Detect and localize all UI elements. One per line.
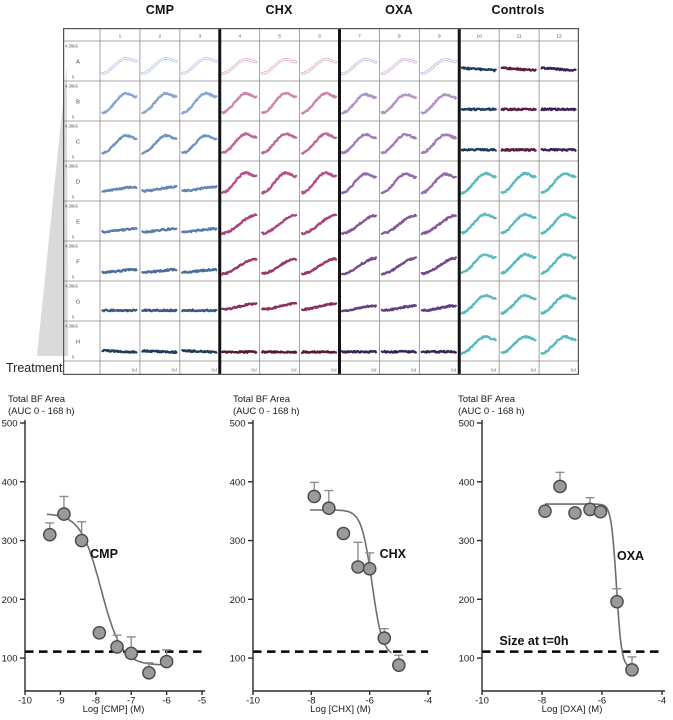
well-trace (142, 269, 176, 273)
svg-text:0: 0 (72, 74, 75, 80)
svg-text:6d: 6d (570, 368, 576, 374)
well-trace (422, 305, 456, 311)
svg-text:4.38e5: 4.38e5 (65, 83, 78, 89)
well-trace (542, 254, 576, 274)
svg-text:300: 300 (1, 536, 18, 548)
svg-text:3: 3 (198, 34, 202, 40)
well-trace (302, 172, 336, 193)
data-point (337, 527, 349, 539)
tick-labels (2, 419, 207, 707)
svg-text:4.38e5: 4.38e5 (65, 243, 78, 249)
well-trace (542, 67, 576, 70)
well-trace (142, 228, 176, 232)
well-trace (302, 303, 336, 310)
drug-label-cmp: CMP (90, 547, 118, 562)
svg-text:8: 8 (398, 34, 401, 40)
well-trace (182, 228, 216, 232)
well-trace (462, 109, 496, 111)
svg-text:-5: -5 (197, 695, 207, 707)
dose-panel-chx (225, 390, 450, 720)
fit-curve (47, 514, 167, 665)
svg-text:200: 200 (458, 594, 475, 606)
well-trace (462, 295, 496, 313)
well-trace (262, 172, 296, 193)
well-trace (142, 310, 176, 312)
well-trace (502, 214, 536, 234)
svg-text:400: 400 (458, 477, 475, 489)
well-trace (382, 258, 416, 275)
well-trace (502, 149, 536, 151)
well-trace (103, 269, 137, 273)
well-trace (502, 68, 536, 71)
plate-group-title-oxa: OXA (385, 3, 413, 17)
well-trace (182, 93, 216, 114)
well-trace (382, 94, 416, 113)
plate-group-title-chx: CHX (265, 3, 293, 17)
svg-text:500: 500 (229, 418, 246, 430)
well-trace (342, 257, 376, 274)
svg-text:300: 300 (229, 536, 246, 548)
well-trace (342, 173, 376, 193)
svg-text:6: 6 (318, 34, 321, 40)
well-trace (542, 149, 576, 151)
svg-text:-4: -4 (657, 695, 667, 707)
well-trace (262, 351, 296, 353)
svg-text:B: B (76, 99, 80, 106)
well-trace (462, 149, 496, 151)
well-trace (342, 134, 376, 154)
well-trace (502, 336, 536, 353)
data-point (76, 534, 88, 546)
svg-text:6d: 6d (251, 368, 257, 374)
well-trace (462, 67, 496, 71)
svg-text:6d: 6d (291, 368, 297, 374)
svg-text:-8: -8 (91, 695, 101, 707)
well-trace (103, 228, 137, 233)
well-trace (382, 305, 416, 311)
svg-text:9: 9 (437, 34, 441, 40)
svg-text:-6: -6 (365, 695, 374, 707)
svg-text:4.38e5: 4.38e5 (65, 163, 78, 169)
well-trace (103, 135, 137, 153)
well-trace (262, 215, 296, 234)
well-trace (182, 135, 216, 153)
well-trace (462, 214, 496, 234)
fit-curve (310, 510, 392, 653)
svg-text:6d: 6d (490, 368, 497, 374)
well-trace (262, 134, 296, 154)
plate-grid (63, 28, 579, 375)
well-trace (542, 336, 576, 354)
svg-text:6d: 6d (171, 368, 177, 374)
well-trace (222, 172, 256, 193)
well-trace (302, 133, 336, 153)
data-point (393, 659, 405, 671)
svg-text:-4: -4 (423, 695, 433, 707)
well-trace (302, 215, 336, 235)
data-point (569, 507, 581, 519)
error-bars (45, 496, 171, 672)
svg-text:4.38e5: 4.38e5 (65, 43, 78, 49)
data-point (626, 664, 638, 676)
svg-text:100: 100 (229, 653, 246, 665)
x-axis-label-chx: Log [CHX] (M) (310, 704, 371, 715)
svg-text:4.38e5: 4.38e5 (65, 283, 78, 289)
svg-text:-8: -8 (307, 695, 316, 707)
svg-text:500: 500 (458, 418, 475, 430)
well-trace (142, 93, 176, 113)
well-trace (222, 133, 256, 152)
well-trace (342, 94, 376, 114)
y-axis-title-line1: Total BF Area (8, 394, 66, 405)
size-at-t0-label: Size at t=0h (499, 634, 569, 649)
x-axis-label-oxa: Log [OXA] (M) (541, 704, 603, 715)
plate-border (64, 29, 579, 375)
well-trace (502, 295, 536, 314)
svg-text:6d: 6d (331, 368, 337, 374)
well-trace (222, 259, 256, 275)
plate-group-separators (220, 28, 460, 375)
well-trace (502, 173, 536, 193)
svg-text:6d: 6d (371, 368, 377, 374)
svg-text:5: 5 (278, 34, 281, 40)
plate-gridlines (63, 28, 579, 375)
data-point (111, 641, 123, 653)
well-trace (382, 134, 416, 153)
svg-text:-10: -10 (18, 695, 32, 707)
well-trace (222, 214, 256, 234)
well-trace (302, 351, 336, 353)
well-trace (182, 350, 216, 353)
svg-text:0: 0 (72, 314, 75, 320)
data-point (554, 480, 566, 492)
svg-text:0: 0 (72, 194, 75, 200)
svg-text:A: A (76, 59, 80, 66)
y-axis-title-line2: (AUC 0 - 168 h) (233, 406, 300, 417)
treatment-axis-label: Treatment (6, 361, 63, 375)
svg-text:G: G (75, 299, 81, 306)
data-point (93, 627, 105, 639)
svg-text:11: 11 (516, 34, 522, 40)
well-trace (462, 255, 496, 273)
svg-text:C: C (75, 139, 81, 146)
data-point (323, 502, 335, 514)
svg-text:6d: 6d (131, 368, 137, 374)
well-trace (542, 109, 576, 111)
data-point (308, 490, 320, 502)
well-trace (182, 310, 216, 312)
well-trace (342, 306, 376, 312)
data-point (594, 506, 606, 518)
svg-text:12: 12 (556, 34, 562, 40)
svg-text:0: 0 (72, 354, 75, 360)
data-point (125, 647, 137, 659)
svg-text:-7: -7 (126, 695, 136, 707)
dose-panel-cmp (0, 390, 225, 720)
svg-text:-10: -10 (475, 695, 489, 707)
svg-text:200: 200 (229, 594, 246, 606)
well-trace (103, 187, 137, 192)
drug-label-chx: CHX (379, 547, 406, 562)
svg-text:10: 10 (476, 34, 482, 40)
well-trace (382, 173, 416, 193)
svg-text:6d: 6d (450, 368, 457, 374)
svg-text:0: 0 (72, 234, 75, 240)
well-trace (422, 173, 456, 193)
svg-text:6d: 6d (410, 368, 417, 374)
data-point (364, 563, 376, 575)
data-points (44, 508, 173, 679)
data-point (58, 508, 70, 520)
data-point (143, 667, 155, 679)
svg-text:400: 400 (1, 477, 18, 489)
svg-text:F: F (76, 259, 80, 266)
well-trace (302, 93, 336, 114)
svg-text:300: 300 (458, 536, 475, 548)
well-trace (182, 269, 216, 273)
well-trace (422, 258, 456, 275)
well-trace (182, 58, 216, 74)
y-axis-title-line1: Total BF Area (458, 394, 516, 405)
well-trace (422, 94, 456, 113)
y-axis-title-line2: (AUC 0 - 168 h) (8, 406, 75, 417)
well-trace (142, 135, 176, 154)
well-trace (262, 259, 296, 274)
well-trace (262, 93, 296, 113)
well-trace (422, 215, 456, 234)
well-trace (542, 295, 576, 314)
well-trace (103, 310, 137, 312)
svg-text:4: 4 (238, 34, 242, 40)
data-point (539, 505, 551, 517)
well-trace (222, 93, 256, 114)
dose-plot-chx (225, 390, 450, 720)
plate-x-end-labels (132, 368, 577, 374)
svg-text:6d: 6d (530, 368, 537, 374)
svg-text:0: 0 (72, 274, 75, 280)
svg-text:1: 1 (118, 34, 122, 40)
well-trace (542, 174, 576, 193)
well-trace (342, 351, 376, 353)
well-trace (502, 109, 536, 111)
well-trace (382, 215, 416, 234)
svg-text:4.38e5: 4.38e5 (65, 323, 78, 329)
data-point (611, 596, 623, 608)
svg-text:-10: -10 (246, 695, 260, 707)
well-trace (542, 214, 576, 234)
well-trace (382, 351, 416, 353)
well-trace (462, 336, 496, 354)
well-trace (422, 351, 456, 353)
svg-text:0: 0 (72, 154, 75, 160)
data-point (44, 529, 56, 541)
well-trace (142, 350, 176, 353)
svg-text:-6: -6 (597, 695, 607, 707)
well-trace (103, 93, 137, 113)
data-point (378, 632, 390, 644)
plate-row-labels (65, 44, 80, 360)
svg-text:100: 100 (1, 653, 18, 665)
plate-group-title-controls: Controls (491, 3, 545, 17)
svg-text:400: 400 (229, 477, 246, 489)
well-trace (103, 350, 137, 353)
svg-text:7: 7 (358, 34, 361, 40)
dose-panel-oxa (450, 390, 673, 720)
well-trace (222, 303, 256, 309)
well-trace (422, 134, 456, 153)
well-trace (262, 303, 296, 310)
svg-text:-6: -6 (162, 695, 171, 707)
svg-text:E: E (76, 219, 80, 226)
plate-group-title-cmp: CMP (145, 3, 175, 17)
svg-text:4.38e5: 4.38e5 (65, 203, 78, 209)
drug-label-oxa: OXA (617, 548, 645, 563)
svg-text:D: D (75, 179, 81, 186)
svg-text:2: 2 (158, 34, 162, 40)
svg-text:4.38e5: 4.38e5 (65, 123, 78, 129)
well-trace (502, 254, 536, 274)
x-axis-label-cmp: Log [CMP] (M) (82, 704, 145, 715)
well-trace (182, 186, 216, 191)
data-point (352, 561, 364, 573)
data-point (161, 656, 173, 668)
svg-text:H: H (75, 339, 81, 346)
well-trace (302, 258, 336, 274)
svg-text:500: 500 (1, 418, 18, 430)
svg-text:-9: -9 (56, 695, 65, 707)
svg-text:-8: -8 (537, 695, 547, 707)
svg-text:200: 200 (1, 594, 18, 606)
well-trace (342, 215, 376, 234)
well-trace (142, 186, 176, 192)
svg-text:6d: 6d (211, 368, 217, 374)
svg-text:100: 100 (458, 653, 475, 665)
y-axis-title-line1: Total BF Area (233, 394, 291, 405)
well-trace (222, 351, 256, 353)
y-axis-title-line2: (AUC 0 - 168 h) (458, 406, 525, 417)
svg-text:0: 0 (72, 114, 75, 120)
well-trace (462, 173, 496, 194)
